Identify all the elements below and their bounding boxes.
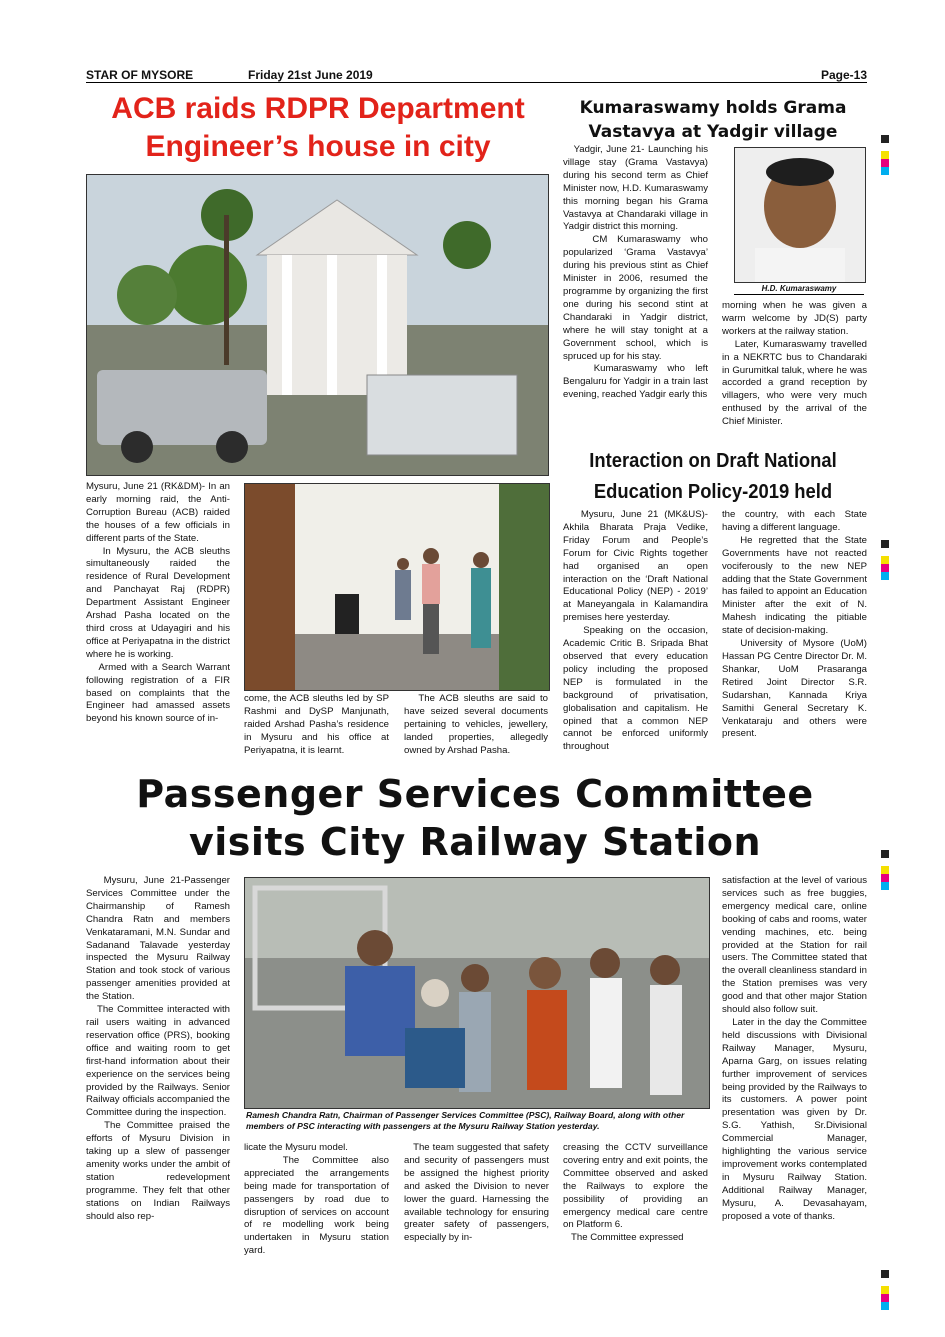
story1-headline bbox=[86, 90, 550, 166]
story4-col5: satisfaction at the level of various services such as free buggies, emergency medical care, online booking of cabs and rooms, water vending machines, etc. being provided at the Station for rail users. The Committee stated that the overall cleanliness standard in the Station premises was very good and that other major Station should also follow suit. Later in the day the Committee held discussions with Divisional Railway Manager, Mysuru, Aparna Garg, on issues relating further improvement of services being provided by the Railways to its customers. A power point presentation was given by Dr. S.G. Yathish, Sr.Divisional Commercial Manager, highlighting the various service improvement works contemplated in Mysuru Railway Station. Additional Railway Manager, Mysuru, A. Devasahayam, proposed a vote of thanks. bbox=[722, 875, 868, 1222]
story1-headline-line1: ACB raids RDPR Department bbox=[111, 92, 525, 125]
story4-col3: The team suggested that safety and security of passengers must be assigned the highest priority and asked the Division to never lower the guard. Harnessing the available technology for ensuring greater safety of passengers, especially by in- bbox=[404, 1142, 552, 1244]
story4-col4: creasing the CCTV surveillance covering entry and exit points, the Committee observed and asked the Railways to explore the possibility of providing an emergency medical care centre on Platform 6. The Committee expressed bbox=[563, 1142, 708, 1244]
masthead-date: Friday 21st June 2019 bbox=[248, 68, 373, 82]
story2-headline bbox=[558, 96, 868, 144]
psc-photo bbox=[244, 877, 710, 1109]
story1-col1: Mysuru, June 21 (RK&DM)- In an early morning raid, the Anti-Corruption Bureau (ACB) raided the houses of a few officials in different parts of the State. In Mysuru, the ACB sleuths simultaneously raided the residence of Rural Development and Panchayat Raj (RDPR) Department Assistant Engineer Arshad Pasha located on the third cross at Udayagiri and his office at Periyapatna in the district where he is working. Armed with a Search Warrant following registration of a FIR based on complaints that the Engineer had amassed assets beyond his known source of in- bbox=[86, 481, 231, 725]
psc-photo-caption: Ramesh Chandra Ratn, Chairman of Passenger Services Committee (PSC), Railway Board, along with other members of PSC interacting with passengers at the Mysuru Railway Station yesterday. bbox=[246, 1110, 685, 1131]
story3-headline-line2: Education Policy-2019 held bbox=[593, 481, 833, 503]
raid-photo-illustration bbox=[245, 484, 549, 690]
masthead-paper: STAR OF MYSORE bbox=[86, 68, 194, 82]
masthead-rule bbox=[86, 82, 867, 83]
registration-marks bbox=[881, 850, 889, 890]
story4-headline bbox=[80, 770, 870, 866]
masthead-page: Page-13 bbox=[820, 68, 867, 82]
house-photo-illustration bbox=[87, 175, 548, 475]
raid-photo bbox=[244, 483, 550, 691]
story4-headline-line2: visits City Railway Station bbox=[188, 820, 762, 864]
story1-col2: come, the ACB sleuths led by SP Rashmi and DySP Manjunath, raided Arshad Pasha’s residence in Mysuru and his office at Periyapatna, it is learnt. bbox=[244, 693, 392, 756]
story1-col3: The ACB sleuths are said to have seized several documents pertaining to vehicles, jewellery, landed properties, allegedly owned by Arshad Pasha. bbox=[404, 693, 551, 756]
story2-headline-line2: Vastavya at Yadgir village bbox=[588, 122, 838, 142]
psc-photo-illustration bbox=[245, 878, 709, 1108]
registration-marks bbox=[881, 135, 889, 175]
registration-marks bbox=[881, 1270, 889, 1310]
story2-headline-line1: Kumaraswamy holds Grama bbox=[579, 98, 847, 118]
story3-headline-line1: Interaction on Draft National bbox=[589, 450, 837, 472]
story3-col1: Mysuru, June 21 (MK&US)- Akhila Bharata Praja Vedike, Friday Forum and People’s Forum for Civic Rights together had organised an open interaction on the ‘Draft National Educational Policy (NEP) - 2019’ at Maneyangala in Kalamandira premises here yesterday. Speaking on the occasion, Academic Critic B. Sripada Bhat observed that every education policy including the proposed NEP is formulated in the background of privatisation, globalisation and capitalism. He opined that a common NEP cannot be enforced uniformly throughout bbox=[563, 509, 709, 753]
story3-headline bbox=[570, 446, 855, 508]
story2-col1: Yadgir, June 21- Launching his village stay (Grama Vastavya) during his second term as Chief Minister now, H.D. Kumaraswamy this morning began his Grama Vastavya at Chandaraki village in Yadgir district this morning. CM Kumaraswamy who popularized ‘Grama Vastavya’ during his previous stint as Chief Minister in 2006, resumed the programme by organizing the first one during his second stint at Chandaraki in Yadgir district, where he will stay tonight at a Government school, which is spruced up for his stay. Kumaraswamy who left Bengaluru for Yadgir in a train last evening, reached Yadgir early this bbox=[563, 144, 709, 401]
caption-rule bbox=[734, 294, 864, 295]
kumaraswamy-photo bbox=[734, 147, 866, 283]
story4-headline-line1: Passenger Services Committee bbox=[136, 772, 814, 816]
house-photo bbox=[86, 174, 549, 476]
kumaraswamy-portrait bbox=[735, 148, 865, 282]
story4-col1: Mysuru, June 21-Passenger Services Committee under the Chairmanship of Ramesh Chandra Ratn and members Venkataramani, M.N. Sundar and Sadanand Talavade yesterday inspected the Mysuru Railway Station and took stock of various passenger amenities provided at the Station. The Committee interacted with rail users waiting in advanced reservation office (PRS), booking office and waiting room to get first-hand information about their experience on the services being provided by the Railways. Senior Railway officials accompanied the Committee during the inspection. The Committee praised the efforts of Mysuru Division in taking up a slew of passenger amenity works under the ambit of station redevelopment programme. They felt that other stations on Indian Railways should also rep- bbox=[86, 875, 230, 1222]
kumaraswamy-caption: H.D. Kumaraswamy bbox=[761, 284, 837, 293]
story2-col2: morning when he was given a warm welcome by JD(S) party workers at the railway station. Later, Kumaraswamy travelled in a NEKRTC bus to Chandaraki in Gurumitkal taluk, where he was accorded a grand reception by villagers, who were very much enthused by the arrival of the Chief Minister. bbox=[722, 300, 867, 428]
registration-marks bbox=[881, 540, 889, 580]
story4-col2: licate the Mysuru model. The Committee also appreciated the arrangements being made for transportation of passengers by road due to disruption of services on account of re modelling work being undertaken in Mysuru station yard. bbox=[244, 1142, 390, 1257]
story3-col2: the country, with each State having a different language. He regretted that the State Governments have not reacted vociferously to the new NEP adding that the State Government has failed to appoint an Education Minister after the exit of N. Mahesh indicating the pitiable state of decision-making. University of Mysore (UoM) Hassan PG Centre Director Dr. M. Shankar, UoM Prasaranga Retired Joint Director S.R. Sudarshan, Kannada Kriya Samithi General Secretary K. Venkataraju and others were present. bbox=[722, 509, 868, 740]
story1-headline-line2: Engineer’s house in city bbox=[145, 130, 491, 163]
